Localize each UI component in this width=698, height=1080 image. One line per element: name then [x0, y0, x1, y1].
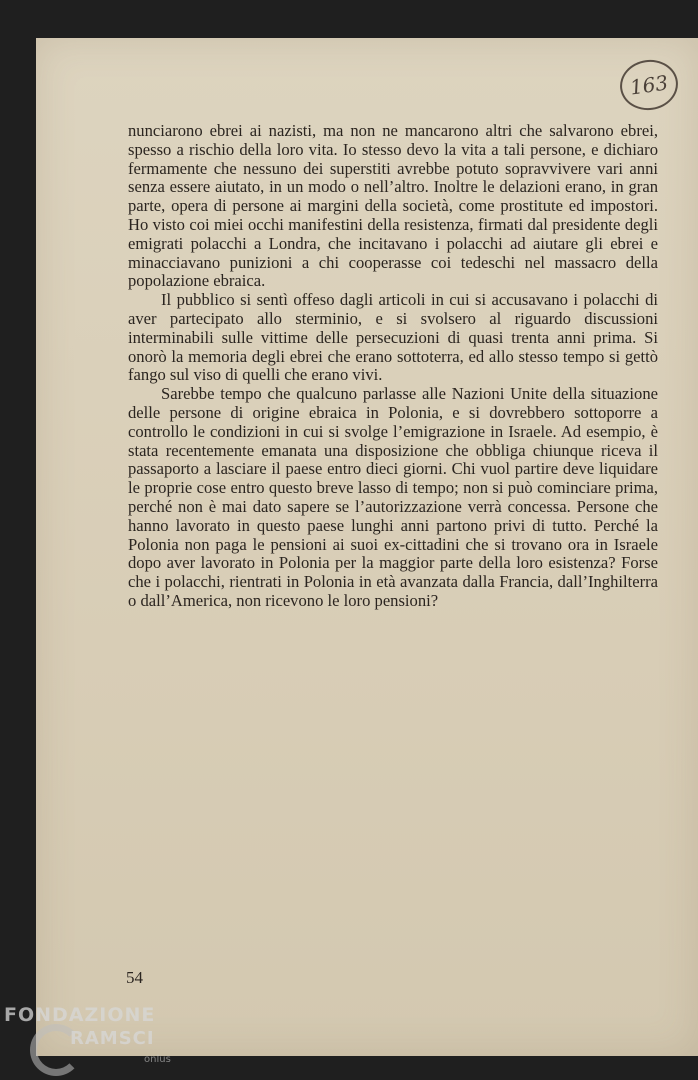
watermark-logo: [4, 1004, 184, 1074]
paragraph-3: Sarebbe tempo che qualcuno parlasse alle Nazioni Unite della situazione delle persone di origine ebraica in Polonia, e si dovrebbero sottoporre a controllo le condizioni in cui si svolge l’emigrazione in Israele. Ad esempio, è stata recentemente emanata una disposizione che obbliga chiunque riceva il passaporto a lasciare il paese entro dieci giorni. Chi vuol partire deve liquidare le proprie cose entro questo breve lasso di tempo; non si può cominciare prima, perché non è mai dato sapere se l’autorizzazione verrà concessa. Persone che hanno lavorato in questo paese lunghi anni partono privi di tutto. Perché la Polonia non paga le pensioni ai suoi ex-cittadini che si trovano ora in Israele dopo aver lavorato in Polonia per la maggior parte della loro esistenza? Forse che i polacchi, rientrati in Polonia in età avanzata dalla Francia, dall’Inghilterra o dall’America, non ricevono le loro pensioni?: [128, 384, 658, 610]
paragraph-1: nunciarono ebrei ai nazisti, ma non ne mancarono altri che salvarono ebrei, spesso a rischio della loro vita. Io stesso devo la vita a tali persone, e dichiaro fermamente che nessuno dei superstiti avrebbe potuto sopravvivere vari anni senza essere aiutato, in un modo o nell’altro. Inoltre le delazioni erano, in gran parte, opera di persone ai margini della società, come prostitute ed impostori. Ho visto coi miei occhi manifestini della resistenza, firmati dal presidente degli emigrati polacchi a Londra, che incitavano i polacchi ad aiutare gli ebrei e minacciavano punizioni a chi cooperasse coi tedeschi nel massacro della popolazione ebraica.: [128, 121, 658, 291]
paragraph-2: Il pubblico si sentì offeso dagli articoli in cui si accusavano i polacchi di aver partecipato allo sterminio, e si svolsero al riguardo discussioni interminabili sulle vittime delle persecuzioni di quasi trenta anni prima. Si onorò la memoria degli ebrei che erano sottoterra, ed allo stesso tempo si gettò fango sul viso di quelli che erano vivi.: [128, 290, 658, 385]
watermark-line-2: RAMSCI: [70, 1028, 155, 1049]
watermark-line-3: onlus: [144, 1054, 171, 1065]
watermark-line-1: FONDAZIONE: [4, 1004, 156, 1026]
body-text: [128, 122, 658, 611]
page-number: 54: [126, 968, 143, 987]
document-page: [36, 38, 698, 1056]
handwritten-folio-number: 163: [617, 56, 681, 114]
